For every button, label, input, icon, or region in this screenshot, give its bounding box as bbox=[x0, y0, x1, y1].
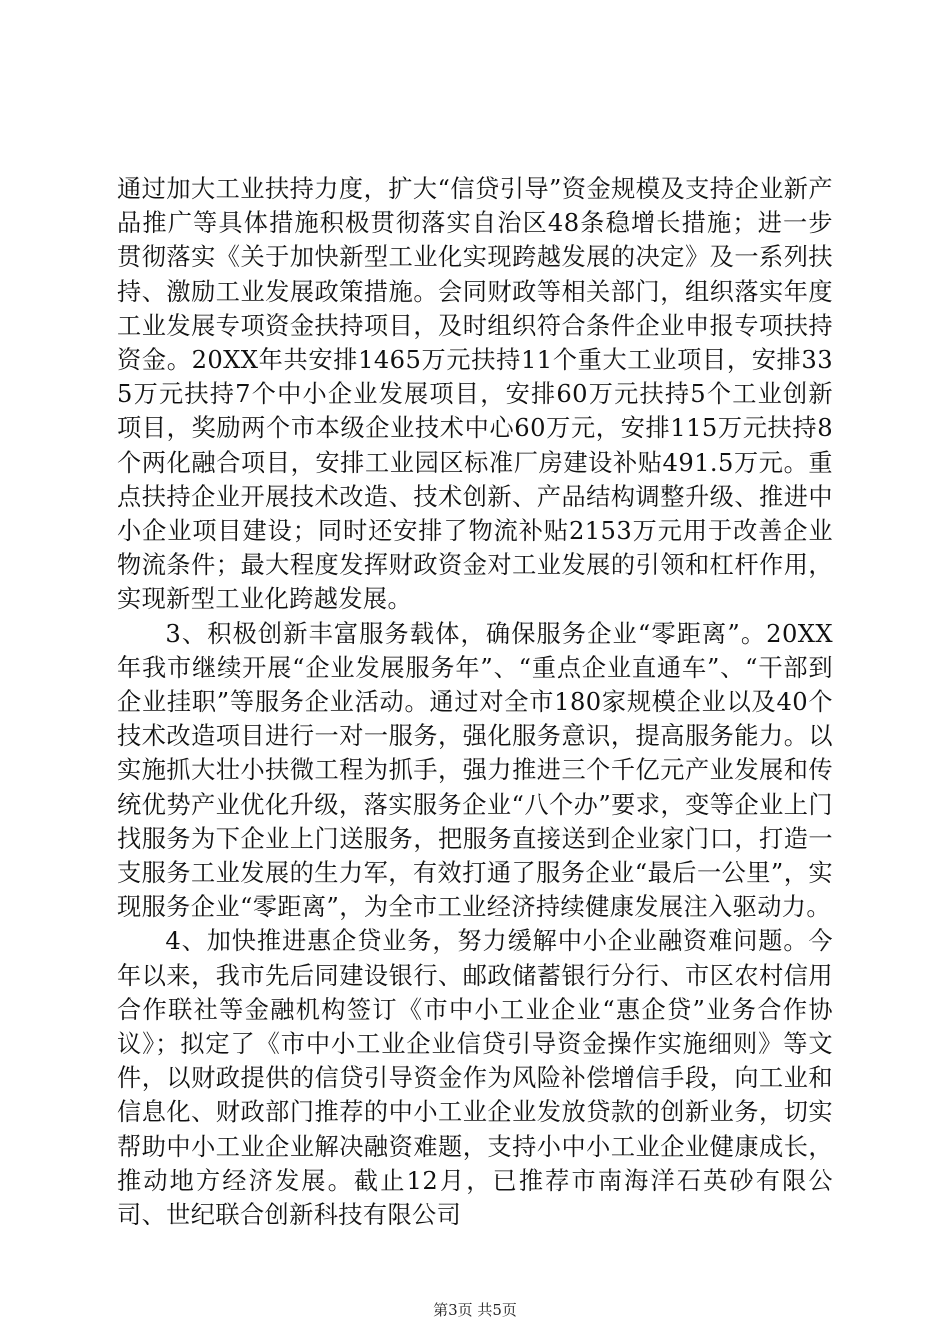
document-body bbox=[117, 172, 833, 1232]
paragraph-service-carrier: 3、积极创新丰富服务载体，确保服务企业“零距离”。20XX年我市继续开展“企业发展服务年”、“重点企业直通车”、“干部到企业挂职”等服务企业活动。通过对全市180家规模企业以及40个技术改造项目进行一对一服务，强化服务意识，提高服务能力。以实施抓大壮小扶微工程为抓手，强力推进三个千亿元产业发展和传统优势产业优化升级，落实服务企业“八个办”要求，变等企业上门找服务为下企业上门送服务，把服务直接送到企业家门口，打造一支服务工业发展的生力军，有效打通了服务企业“最后一公里”，实现服务企业“零距离”，为全市工业经济持续健康发展注入驱动力。 bbox=[117, 619, 833, 922]
page-number-footer: 第3页 共5页 bbox=[433, 1301, 517, 1319]
paragraph-loan-business: 4、加快推进惠企贷业务，努力缓解中小企业融资难问题。今年以来，我市先后同建设银行、邮政储蓄银行分行、市区农村信用合作联社等金融机构签订《市中小工业企业“惠企贷”业务合作协议》；拟定了《市中小工业企业信贷引导资金操作实施细则》等文件，以财政提供的信贷引导资金作为风险补偿增信手段，向工业和信息化、财政部门推荐的中小工业企业发放贷款的创新业务，切实帮助中小工业企业解决融资难题，支持小中小工业企业健康成长，推动地方经济发展。截止12月，已推荐市南海洋石英砂有限公司、世纪联合创新科技有限公司 bbox=[117, 927, 833, 1230]
paragraph-industrial-support: 通过加大工业扶持力度，扩大“信贷引导”资金规模及支持企业新产品推广等具体措施积极贯彻落实自治区48条稳增长措施；进一步贯彻落实《关于加快新型工业化实现跨越发展的决定》及一系列扶持、激励工业发展政策措施。会同财政等相关部门，组织落实年度工业发展专项资金扶持项目，及时组织符合条件企业申报专项扶持资金。20XX年共安排1465万元扶持11个重大工业项目，安排335万元扶持7个中小企业发展项目，安排60万元扶持5个工业创新项目，奖励两个市本级企业技术中心60万元，安排115万元扶持8个两化融合项目，安排工业园区标准厂房建设补贴491.5万元。重点扶持企业开展技术改造、技术创新、产品结构调整升级、推进中小企业项目建设；同时还安排了物流补贴2153万元用于改善企业物流条件；最大程度发挥财政资金对工业发展的引领和杠杆作用，实现新型工业化跨越发展。 bbox=[117, 175, 833, 614]
